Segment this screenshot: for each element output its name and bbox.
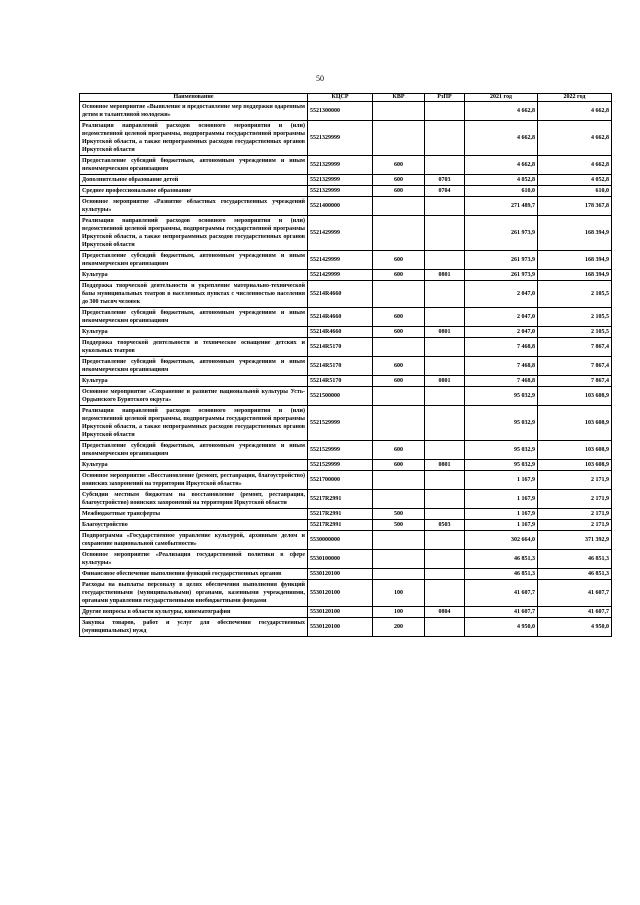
cell-name: Финансовое обеспечение выполнения функций государственных органов xyxy=(80,569,308,580)
cell-code: 55214R5170 xyxy=(308,376,373,387)
cell-y2022: 178 367,8 xyxy=(538,197,612,216)
cell-y2022: 2 171,9 xyxy=(538,520,612,531)
cell-kvr: 600 xyxy=(373,251,425,270)
cell-y2022: 371 392,9 xyxy=(538,531,612,550)
cell-y2022: 103 608,9 xyxy=(538,441,612,460)
cell-code: 55217R2991 xyxy=(308,509,373,520)
column-header-2022: 2022 год xyxy=(538,94,612,102)
column-header-2021: 2021 год xyxy=(465,94,538,102)
cell-y2022: 2 105,5 xyxy=(538,327,612,338)
table-row xyxy=(80,308,612,327)
cell-name: Реализация направлений расходов основного мероприятия и (или) ведомственной целевой программы, подпрограммы государственной программы Иркутской области, а также непрограммных расходов государственных органов Иркутской области xyxy=(80,406,308,441)
cell-y2021: 95 032,9 xyxy=(465,441,538,460)
cell-kvr: 600 xyxy=(373,327,425,338)
cell-kvr: 600 xyxy=(373,270,425,281)
cell-kvr xyxy=(373,281,425,308)
cell-rzpr: 0703 xyxy=(425,175,465,186)
cell-name: Благоустройство xyxy=(80,520,308,531)
table-row xyxy=(80,121,612,156)
cell-name: Закупка товаров, работ и услуг для обеспечения государственных (муниципальных) нужд xyxy=(80,618,308,637)
cell-kvr: 600 xyxy=(373,460,425,471)
cell-y2021: 41 607,7 xyxy=(465,580,538,607)
cell-name: Основное мероприятие «Реализация государственной политики в сфере культуры» xyxy=(80,550,308,569)
cell-name: Поддержка творческой деятельности и укрепление материально-технической базы муниципальных театров в населенных пунктах с численностью населения до 300 тысяч человек xyxy=(80,281,308,308)
cell-kvr: 600 xyxy=(373,156,425,175)
cell-name: Дополнительное образование детей xyxy=(80,175,308,186)
cell-y2021: 46 851,3 xyxy=(465,569,538,580)
cell-kvr: 200 xyxy=(373,618,425,637)
cell-y2021: 95 032,9 xyxy=(465,406,538,441)
cell-kvr: 500 xyxy=(373,509,425,520)
cell-kvr xyxy=(373,102,425,121)
cell-name: Основное мероприятие «Восстановление (ремонт, реставрация, благоустройство) воинских захоронений на территории Иркутской области» xyxy=(80,471,308,490)
cell-rzpr xyxy=(425,387,465,406)
cell-kvr xyxy=(373,531,425,550)
table-row xyxy=(80,357,612,376)
cell-y2021: 95 032,9 xyxy=(465,460,538,471)
cell-name: Подпрограмма «Государственное управление культурой, архивным делом и сохранение национальной самобытности» xyxy=(80,531,308,550)
table-row xyxy=(80,387,612,406)
cell-code: 55214R4660 xyxy=(308,281,373,308)
cell-code: 5521429999 xyxy=(308,216,373,251)
cell-y2021: 261 973,9 xyxy=(465,216,538,251)
cell-y2022: 2 171,9 xyxy=(538,509,612,520)
table-row xyxy=(80,376,612,387)
cell-kvr xyxy=(373,216,425,251)
cell-rzpr xyxy=(425,569,465,580)
cell-code: 5521529999 xyxy=(308,406,373,441)
cell-rzpr: 0503 xyxy=(425,520,465,531)
cell-kvr: 600 xyxy=(373,376,425,387)
cell-y2021: 2 047,0 xyxy=(465,308,538,327)
cell-y2021: 7 468,8 xyxy=(465,357,538,376)
cell-y2022: 103 608,9 xyxy=(538,460,612,471)
cell-rzpr: 0801 xyxy=(425,460,465,471)
cell-rzpr xyxy=(425,531,465,550)
cell-y2022: 4 052,8 xyxy=(538,175,612,186)
column-header-kvr: КВР xyxy=(373,94,425,102)
table-row xyxy=(80,338,612,357)
cell-y2022: 4 662,8 xyxy=(538,102,612,121)
cell-name: Предоставление субсидий бюджетным, автономным учреждениям и иным некоммерческим организациям xyxy=(80,308,308,327)
table-row xyxy=(80,471,612,490)
cell-y2021: 1 167,9 xyxy=(465,471,538,490)
cell-rzpr xyxy=(425,509,465,520)
cell-kvr xyxy=(373,121,425,156)
table-row xyxy=(80,406,612,441)
cell-y2021: 1 167,9 xyxy=(465,490,538,509)
cell-rzpr: 0801 xyxy=(425,327,465,338)
cell-kvr: 500 xyxy=(373,520,425,531)
cell-code: 5521329999 xyxy=(308,186,373,197)
cell-kvr xyxy=(373,471,425,490)
cell-y2021: 1 167,9 xyxy=(465,509,538,520)
cell-rzpr xyxy=(425,338,465,357)
table-row xyxy=(80,569,612,580)
table-row xyxy=(80,281,612,308)
cell-y2022: 610,0 xyxy=(538,186,612,197)
cell-name: Культура xyxy=(80,460,308,471)
cell-code: 55214R5170 xyxy=(308,338,373,357)
cell-y2022: 2 171,9 xyxy=(538,490,612,509)
cell-y2022: 4 950,0 xyxy=(538,618,612,637)
cell-rzpr: 0804 xyxy=(425,607,465,618)
table-row xyxy=(80,509,612,520)
cell-name: Реализация направлений расходов основного мероприятия и (или) ведомственной целевой программы, подпрограммы государственной программы Иркутской области, а также непрограммных расходов государственных органов Иркутской области xyxy=(80,216,308,251)
cell-y2021: 302 664,0 xyxy=(465,531,538,550)
cell-y2022: 168 394,9 xyxy=(538,251,612,270)
cell-y2022: 2 105,5 xyxy=(538,308,612,327)
column-header-name: Наименование xyxy=(80,94,308,102)
cell-y2022: 41 607,7 xyxy=(538,607,612,618)
cell-kvr xyxy=(373,550,425,569)
cell-code: 5521429999 xyxy=(308,270,373,281)
cell-y2021: 4 052,8 xyxy=(465,175,538,186)
cell-kvr: 100 xyxy=(373,580,425,607)
table-row xyxy=(80,531,612,550)
cell-code: 55217R2991 xyxy=(308,490,373,509)
cell-code: 5530120100 xyxy=(308,580,373,607)
cell-y2022: 7 867,4 xyxy=(538,338,612,357)
cell-name: Поддержка творческой деятельности и техническое оснащение детских и кукольных театров xyxy=(80,338,308,357)
cell-kvr: 600 xyxy=(373,308,425,327)
cell-y2021: 7 468,8 xyxy=(465,376,538,387)
cell-code: 5530120100 xyxy=(308,618,373,637)
cell-name: Предоставление субсидий бюджетным, автономным учреждениям и иным некоммерческим организациям xyxy=(80,441,308,460)
cell-y2022: 41 607,7 xyxy=(538,580,612,607)
cell-code: 5521329999 xyxy=(308,156,373,175)
cell-rzpr xyxy=(425,490,465,509)
cell-code: 55217R2991 xyxy=(308,520,373,531)
cell-rzpr xyxy=(425,406,465,441)
cell-name: Основное мероприятие «Выявление и предоставление мер поддержки одаренным детям и талантливой молодежи» xyxy=(80,102,308,121)
cell-kvr xyxy=(373,406,425,441)
cell-rzpr xyxy=(425,618,465,637)
table-row xyxy=(80,251,612,270)
cell-name: Межбюджетные трансферты xyxy=(80,509,308,520)
table-row xyxy=(80,460,612,471)
cell-y2022: 4 662,8 xyxy=(538,121,612,156)
cell-kvr xyxy=(373,338,425,357)
table-row xyxy=(80,520,612,531)
cell-name: Культура xyxy=(80,327,308,338)
cell-y2021: 4 950,0 xyxy=(465,618,538,637)
column-header-rzpr: РзПР xyxy=(425,94,465,102)
page-number: 50 xyxy=(316,74,324,83)
cell-code: 5521429999 xyxy=(308,251,373,270)
cell-code: 5521329999 xyxy=(308,121,373,156)
table-row xyxy=(80,216,612,251)
cell-code: 55214R4660 xyxy=(308,308,373,327)
cell-y2022: 103 608,9 xyxy=(538,406,612,441)
cell-y2021: 46 851,3 xyxy=(465,550,538,569)
cell-rzpr: 0801 xyxy=(425,376,465,387)
cell-name: Реализация направлений расходов основного мероприятия и (или) ведомственной целевой программы, подпрограммы государственной программы Иркутской области, а также непрограммных расходов государственных органов Иркутской области xyxy=(80,121,308,156)
table-row xyxy=(80,270,612,281)
cell-y2021: 610,0 xyxy=(465,186,538,197)
cell-name: Предоставление субсидий бюджетным, автономным учреждениям и иным некоммерческим организациям xyxy=(80,357,308,376)
cell-rzpr xyxy=(425,251,465,270)
cell-kvr: 600 xyxy=(373,186,425,197)
cell-rzpr xyxy=(425,441,465,460)
table-row xyxy=(80,618,612,637)
table-row xyxy=(80,607,612,618)
cell-y2022: 7 867,4 xyxy=(538,376,612,387)
cell-name: Другие вопросы в области культуры, кинематографии xyxy=(80,607,308,618)
cell-kvr: 100 xyxy=(373,607,425,618)
cell-y2021: 2 047,0 xyxy=(465,281,538,308)
cell-code: 5521529999 xyxy=(308,460,373,471)
cell-y2021: 261 973,9 xyxy=(465,270,538,281)
cell-name: Основное мероприятие «Развитие областных государственных учреждений культуры» xyxy=(80,197,308,216)
cell-kvr xyxy=(373,197,425,216)
cell-code: 5521329999 xyxy=(308,175,373,186)
table-row xyxy=(80,490,612,509)
cell-name: Предоставление субсидий бюджетным, автономным учреждениям и иным некоммерческим организациям xyxy=(80,156,308,175)
table-row xyxy=(80,102,612,121)
cell-name: Основное мероприятие «Сохранение и развитие национальной культуры Усть-Ордынского Бурятского округа» xyxy=(80,387,308,406)
cell-rzpr: 0801 xyxy=(425,270,465,281)
cell-name: Культура xyxy=(80,270,308,281)
cell-kvr xyxy=(373,569,425,580)
table-row xyxy=(80,550,612,569)
table-row xyxy=(80,580,612,607)
cell-code: 55214R4660 xyxy=(308,327,373,338)
cell-kvr xyxy=(373,387,425,406)
cell-rzpr xyxy=(425,216,465,251)
cell-rzpr xyxy=(425,580,465,607)
cell-y2021: 1 167,9 xyxy=(465,520,538,531)
table-row xyxy=(80,197,612,216)
cell-code: 5521400000 xyxy=(308,197,373,216)
cell-rzpr xyxy=(425,121,465,156)
cell-y2022: 7 867,4 xyxy=(538,357,612,376)
cell-y2021: 4 662,8 xyxy=(465,121,538,156)
cell-code: 5521700000 xyxy=(308,471,373,490)
cell-rzpr xyxy=(425,471,465,490)
cell-rzpr xyxy=(425,102,465,121)
table-row xyxy=(80,441,612,460)
table-row xyxy=(80,156,612,175)
cell-name: Предоставление субсидий бюджетным, автономным учреждениям и иным некоммерческим организациям xyxy=(80,251,308,270)
cell-rzpr xyxy=(425,156,465,175)
cell-kvr: 600 xyxy=(373,175,425,186)
cell-code: 5521529999 xyxy=(308,441,373,460)
cell-rzpr xyxy=(425,357,465,376)
cell-y2021: 41 607,7 xyxy=(465,607,538,618)
cell-code: 5530000000 xyxy=(308,531,373,550)
cell-y2022: 4 662,8 xyxy=(538,156,612,175)
cell-code: 5530120100 xyxy=(308,569,373,580)
cell-y2022: 46 851,3 xyxy=(538,550,612,569)
table-row xyxy=(80,327,612,338)
cell-y2021: 2 047,0 xyxy=(465,327,538,338)
budget-table xyxy=(79,93,612,637)
cell-y2021: 4 662,8 xyxy=(465,156,538,175)
cell-y2022: 168 394,9 xyxy=(538,270,612,281)
cell-code: 5530120100 xyxy=(308,607,373,618)
cell-code: 5530100000 xyxy=(308,550,373,569)
table-header-row xyxy=(80,94,612,102)
cell-code: 5521500000 xyxy=(308,387,373,406)
table-row xyxy=(80,175,612,186)
cell-kvr xyxy=(373,490,425,509)
cell-code: 5521300000 xyxy=(308,102,373,121)
cell-y2021: 95 032,9 xyxy=(465,387,538,406)
cell-y2022: 46 851,3 xyxy=(538,569,612,580)
table-row xyxy=(80,186,612,197)
cell-y2022: 2 171,9 xyxy=(538,471,612,490)
cell-name: Среднее профессиональное образование xyxy=(80,186,308,197)
cell-y2021: 7 468,8 xyxy=(465,338,538,357)
cell-y2021: 271 489,7 xyxy=(465,197,538,216)
cell-name: Расходы на выплаты персоналу в целях обеспечения выполнения функций государственными (муниципальными) органами, казенными учреждениями, органами управления государственными внебюджетными фондами xyxy=(80,580,308,607)
column-header-kcsr: КЦСР xyxy=(308,94,373,102)
cell-y2022: 103 608,9 xyxy=(538,387,612,406)
cell-y2021: 4 662,8 xyxy=(465,102,538,121)
cell-rzpr xyxy=(425,281,465,308)
cell-code: 55214R5170 xyxy=(308,357,373,376)
cell-rzpr xyxy=(425,197,465,216)
cell-y2022: 168 394,9 xyxy=(538,216,612,251)
cell-rzpr: 0704 xyxy=(425,186,465,197)
cell-rzpr xyxy=(425,550,465,569)
cell-name: Культура xyxy=(80,376,308,387)
cell-rzpr xyxy=(425,308,465,327)
cell-y2021: 261 973,9 xyxy=(465,251,538,270)
cell-name: Субсидии местным бюджетам на восстановление (ремонт, реставрация, благоустройство) воинских захоронений на территории Иркутской области xyxy=(80,490,308,509)
cell-kvr: 600 xyxy=(373,441,425,460)
cell-kvr: 600 xyxy=(373,357,425,376)
cell-y2022: 2 105,5 xyxy=(538,281,612,308)
